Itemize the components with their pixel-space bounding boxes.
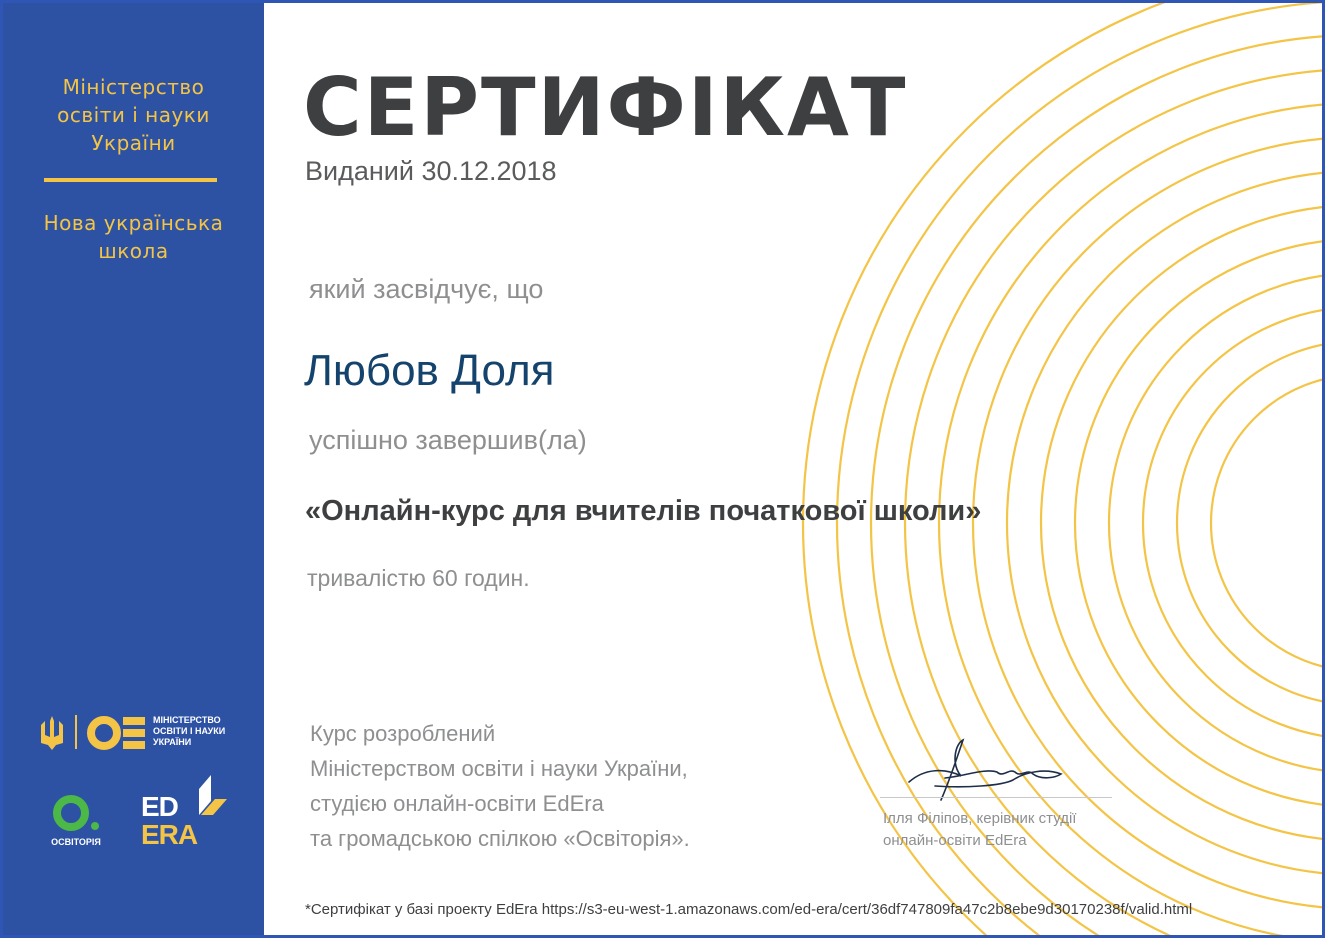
developed-by-line: студією онлайн-освіти EdEra xyxy=(310,791,604,816)
issue-date: Виданий 30.12.2018 xyxy=(305,156,557,186)
trident-icon xyxy=(39,715,65,751)
sidebar xyxy=(3,3,264,935)
edera-era-text: ERA xyxy=(141,819,198,850)
signature xyxy=(905,738,1065,802)
signer-name: Ілля Філіпов, керівник студії xyxy=(883,810,1077,827)
mon-logo-text: МІНІСТЕРСТВО ОСВІТИ І НАУКИ УКРАЇНИ xyxy=(153,715,226,747)
signer xyxy=(883,808,1076,852)
certifies-text: який засвідчує, що xyxy=(309,274,544,304)
decorative-ring xyxy=(1143,307,1322,739)
completed-text: успішно завершив(ла) xyxy=(309,425,587,455)
signer-org: онлайн-освіти EdEra xyxy=(883,832,1027,849)
decorative-ring xyxy=(1109,273,1322,773)
developed-by-line: Міністерством освіти і науки України, xyxy=(310,756,688,781)
ministry-name: Міністерство освіти і науки України xyxy=(57,75,210,155)
logo-separator xyxy=(75,715,77,749)
developed-by-line: та громадською спілкою «Освіторія». xyxy=(310,826,690,851)
edera-logo xyxy=(141,775,231,855)
edera-ed-text: ED xyxy=(141,791,178,822)
sidebar-divider xyxy=(44,178,217,182)
developed-by xyxy=(310,716,690,856)
osvitoria-logo xyxy=(41,793,111,853)
decorative-ring xyxy=(1211,375,1322,671)
certificate-title: СЕРТИФІКАТ xyxy=(303,61,908,154)
mon-logo xyxy=(39,713,239,753)
osvitoria-ring-icon xyxy=(41,793,111,837)
recipient-name: Любов Доля xyxy=(304,346,555,395)
developed-by-line: Курс розроблений xyxy=(310,721,496,746)
course-duration: тривалістю 60 годин. xyxy=(307,565,530,591)
course-title: «Онлайн-курс для вчителів початкової школи» xyxy=(305,495,982,527)
program-name: Нова українська школа xyxy=(43,211,224,263)
verification-footnote: *Сертифікат у базі проекту EdEra https://s3-eu-west-1.amazonaws.com/ed-era/cert/36df747809fa47c2b8ebe9d30170238f/valid.html xyxy=(305,901,1193,918)
mon-emblem-icon xyxy=(87,715,147,751)
osvitoria-label: ОСВІТОРІЯ xyxy=(51,837,101,847)
signature-line xyxy=(880,797,1112,798)
decorative-ring xyxy=(1177,341,1322,705)
